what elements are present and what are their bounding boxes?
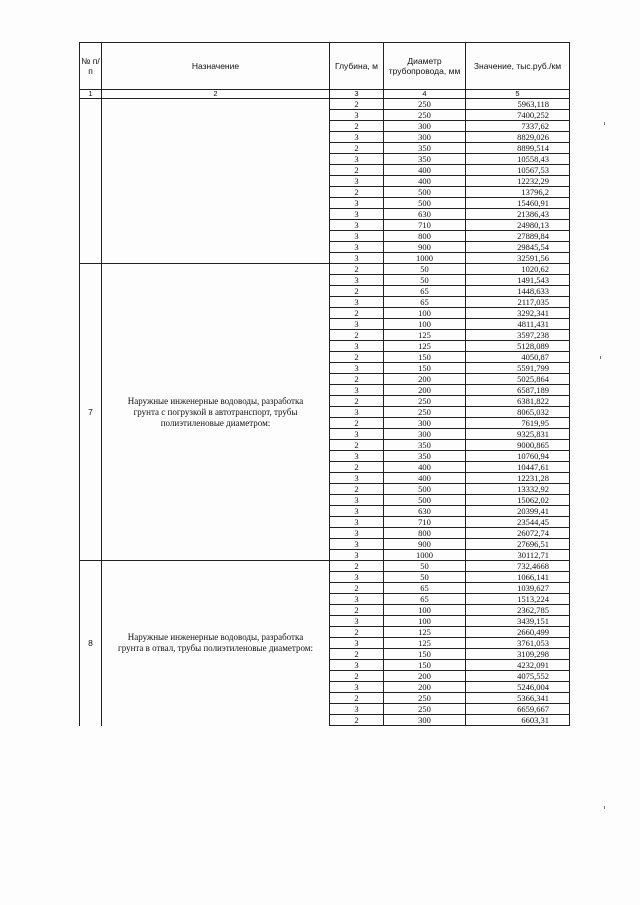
value-cell: 4075,552 [466,671,570,682]
diameter-cell: 400 [384,462,466,473]
diameter-cell: 800 [384,231,466,242]
diameter-cell: 350 [384,440,466,451]
value-cell: 10447,61 [466,462,570,473]
diameter-cell: 125 [384,638,466,649]
depth-cell: 3 [330,275,384,286]
value-cell: 8065,032 [466,407,570,418]
depth-cell: 2 [330,374,384,385]
diameter-cell: 100 [384,605,466,616]
diameter-cell: 1000 [384,253,466,264]
diameter-cell: 50 [384,572,466,583]
column-numbers-row [80,90,570,99]
value-cell: 12231,28 [466,473,570,484]
value-cell: 1491,543 [466,275,570,286]
depth-cell: 3 [330,132,384,143]
depth-cell: 2 [330,121,384,132]
value-cell: 6659,667 [466,704,570,715]
diameter-cell: 710 [384,517,466,528]
diameter-cell: 500 [384,187,466,198]
depth-cell: 3 [330,176,384,187]
value-cell: 1513,224 [466,594,570,605]
value-cell: 5366,341 [466,693,570,704]
row-description: Наружные инженерные водоводы, разработка грунта в отвал, трубы полиэтиленовые диаметром: [102,561,330,726]
value-cell: 5025,864 [466,374,570,385]
value-cell: 5963,118 [466,99,570,110]
value-cell: 21386,43 [466,209,570,220]
depth-cell: 2 [330,561,384,572]
diameter-cell: 125 [384,341,466,352]
diameter-cell: 300 [384,715,466,726]
header-row [80,43,570,90]
depth-cell: 3 [330,506,384,517]
depth-cell: 3 [330,110,384,121]
diameter-cell: 630 [384,209,466,220]
depth-cell: 3 [330,220,384,231]
value-cell: 3292,341 [466,308,570,319]
depth-cell: 3 [330,517,384,528]
value-cell: 1020,62 [466,264,570,275]
depth-cell: 3 [330,660,384,671]
row-index: 7 [80,264,102,561]
value-cell: 6587,189 [466,385,570,396]
depth-cell: 3 [330,473,384,484]
diameter-cell: 150 [384,352,466,363]
value-cell: 27889,84 [466,231,570,242]
value-cell: 10567,53 [466,165,570,176]
diameter-cell: 300 [384,121,466,132]
depth-cell: 2 [330,715,384,726]
diameter-cell: 400 [384,473,466,484]
table-header [80,43,570,99]
diameter-cell: 125 [384,330,466,341]
column-number: 5 [466,90,570,99]
diameter-cell: 250 [384,704,466,715]
value-cell: 5591,799 [466,363,570,374]
diameter-cell: 900 [384,242,466,253]
value-cell: 10558,43 [466,154,570,165]
depth-cell: 2 [330,308,384,319]
diameter-cell: 100 [384,319,466,330]
value-cell: 23544,45 [466,517,570,528]
value-cell: 13332,92 [466,484,570,495]
value-cell: 27696,51 [466,539,570,550]
depth-cell: 2 [330,605,384,616]
value-cell: 6381,822 [466,396,570,407]
value-cell: 8899,514 [466,143,570,154]
header-depth: Глубина, м [330,43,384,90]
value-cell: 12232,29 [466,176,570,187]
diameter-cell: 250 [384,110,466,121]
value-cell: 7337,62 [466,121,570,132]
table-row [80,99,570,110]
diameter-cell: 300 [384,132,466,143]
depth-cell: 3 [330,539,384,550]
header-diameter: Диаметр трубопровода, мм [384,43,466,90]
value-cell: 8829,026 [466,132,570,143]
depth-cell: 3 [330,616,384,627]
value-cell: 4811,431 [466,319,570,330]
tariff-table [79,42,570,726]
value-cell: 1066,141 [466,572,570,583]
table-body [80,99,570,726]
depth-cell: 3 [330,638,384,649]
value-cell: 9325,831 [466,429,570,440]
row-description: Наружные инженерные водоводы, разработка грунта с погрузкой в автотранспорт, трубы полиэтиленовые диаметром: [102,264,330,561]
value-cell: 3761,053 [466,638,570,649]
diameter-cell: 50 [384,275,466,286]
depth-cell: 3 [330,242,384,253]
depth-cell: 3 [330,385,384,396]
diameter-cell: 350 [384,154,466,165]
depth-cell: 3 [330,550,384,561]
scan-mark [600,356,601,359]
value-cell: 20399,41 [466,506,570,517]
depth-cell: 3 [330,495,384,506]
diameter-cell: 250 [384,396,466,407]
depth-cell: 3 [330,297,384,308]
depth-cell: 3 [330,429,384,440]
depth-cell: 2 [330,330,384,341]
depth-cell: 2 [330,693,384,704]
depth-cell: 3 [330,319,384,330]
diameter-cell: 65 [384,286,466,297]
diameter-cell: 900 [384,539,466,550]
depth-cell: 2 [330,99,384,110]
depth-cell: 3 [330,231,384,242]
depth-cell: 2 [330,462,384,473]
diameter-cell: 800 [384,528,466,539]
value-cell: 1448,633 [466,286,570,297]
value-cell: 29845,54 [466,242,570,253]
row-description [102,99,330,264]
diameter-cell: 200 [384,682,466,693]
diameter-cell: 350 [384,451,466,462]
diameter-cell: 500 [384,198,466,209]
diameter-cell: 250 [384,407,466,418]
value-cell: 5128,089 [466,341,570,352]
depth-cell: 2 [330,187,384,198]
diameter-cell: 65 [384,583,466,594]
diameter-cell: 125 [384,627,466,638]
diameter-cell: 350 [384,143,466,154]
depth-cell: 3 [330,572,384,583]
diameter-cell: 400 [384,165,466,176]
value-cell: 13796,2 [466,187,570,198]
diameter-cell: 710 [384,220,466,231]
depth-cell: 2 [330,352,384,363]
row-index [80,99,102,264]
diameter-cell: 250 [384,693,466,704]
diameter-cell: 150 [384,649,466,660]
value-cell: 24980,13 [466,220,570,231]
diameter-cell: 400 [384,176,466,187]
diameter-cell: 100 [384,308,466,319]
depth-cell: 3 [330,253,384,264]
value-cell: 4050,87 [466,352,570,363]
diameter-cell: 150 [384,660,466,671]
value-cell: 15460,91 [466,198,570,209]
diameter-cell: 65 [384,297,466,308]
depth-cell: 3 [330,594,384,605]
diameter-cell: 50 [384,561,466,572]
value-cell: 3439,151 [466,616,570,627]
depth-cell: 2 [330,627,384,638]
diameter-cell: 200 [384,385,466,396]
depth-cell: 2 [330,286,384,297]
diameter-cell: 1000 [384,550,466,561]
value-cell: 9000,865 [466,440,570,451]
depth-cell: 2 [330,671,384,682]
header-num: № п/п [80,43,102,90]
depth-cell: 2 [330,264,384,275]
value-cell: 7619,95 [466,418,570,429]
value-cell: 1039,627 [466,583,570,594]
depth-cell: 3 [330,407,384,418]
value-cell: 15062,02 [466,495,570,506]
depth-cell: 3 [330,209,384,220]
depth-cell: 2 [330,583,384,594]
depth-cell: 2 [330,484,384,495]
diameter-cell: 150 [384,363,466,374]
diameter-cell: 100 [384,616,466,627]
value-cell: 2660,499 [466,627,570,638]
header-purpose: Назначение [102,43,330,90]
depth-cell: 2 [330,649,384,660]
value-cell: 7400,252 [466,110,570,121]
diameter-cell: 630 [384,506,466,517]
column-number: 2 [102,90,330,99]
row-index: 8 [80,561,102,726]
depth-cell: 3 [330,528,384,539]
depth-cell: 2 [330,165,384,176]
diameter-cell: 500 [384,495,466,506]
table-row [80,561,570,572]
depth-cell: 3 [330,198,384,209]
scan-mark [604,806,605,809]
depth-cell: 2 [330,396,384,407]
diameter-cell: 65 [384,594,466,605]
value-cell: 5246,004 [466,682,570,693]
value-cell: 10760,94 [466,451,570,462]
depth-cell: 3 [330,363,384,374]
value-cell: 3109,298 [466,649,570,660]
value-cell: 4232,091 [466,660,570,671]
depth-cell: 3 [330,682,384,693]
value-cell: 32591,56 [466,253,570,264]
value-cell: 30112,71 [466,550,570,561]
value-cell: 2117,035 [466,297,570,308]
scan-mark [604,122,605,125]
value-cell: 3597,238 [466,330,570,341]
diameter-cell: 300 [384,429,466,440]
column-number: 1 [80,90,102,99]
diameter-cell: 500 [384,484,466,495]
depth-cell: 2 [330,418,384,429]
value-cell: 2362,785 [466,605,570,616]
diameter-cell: 200 [384,374,466,385]
diameter-cell: 250 [384,99,466,110]
value-cell: 26072,74 [466,528,570,539]
diameter-cell: 300 [384,418,466,429]
depth-cell: 3 [330,704,384,715]
depth-cell: 2 [330,440,384,451]
value-cell: 6603,31 [466,715,570,726]
depth-cell: 2 [330,143,384,154]
table-row [80,264,570,275]
value-cell: 732,4668 [466,561,570,572]
diameter-cell: 200 [384,671,466,682]
depth-cell: 3 [330,154,384,165]
diameter-cell: 50 [384,264,466,275]
column-number: 3 [330,90,384,99]
depth-cell: 3 [330,451,384,462]
column-number: 4 [384,90,466,99]
header-value: Значение, тыс.руб./км [466,43,570,90]
depth-cell: 3 [330,341,384,352]
